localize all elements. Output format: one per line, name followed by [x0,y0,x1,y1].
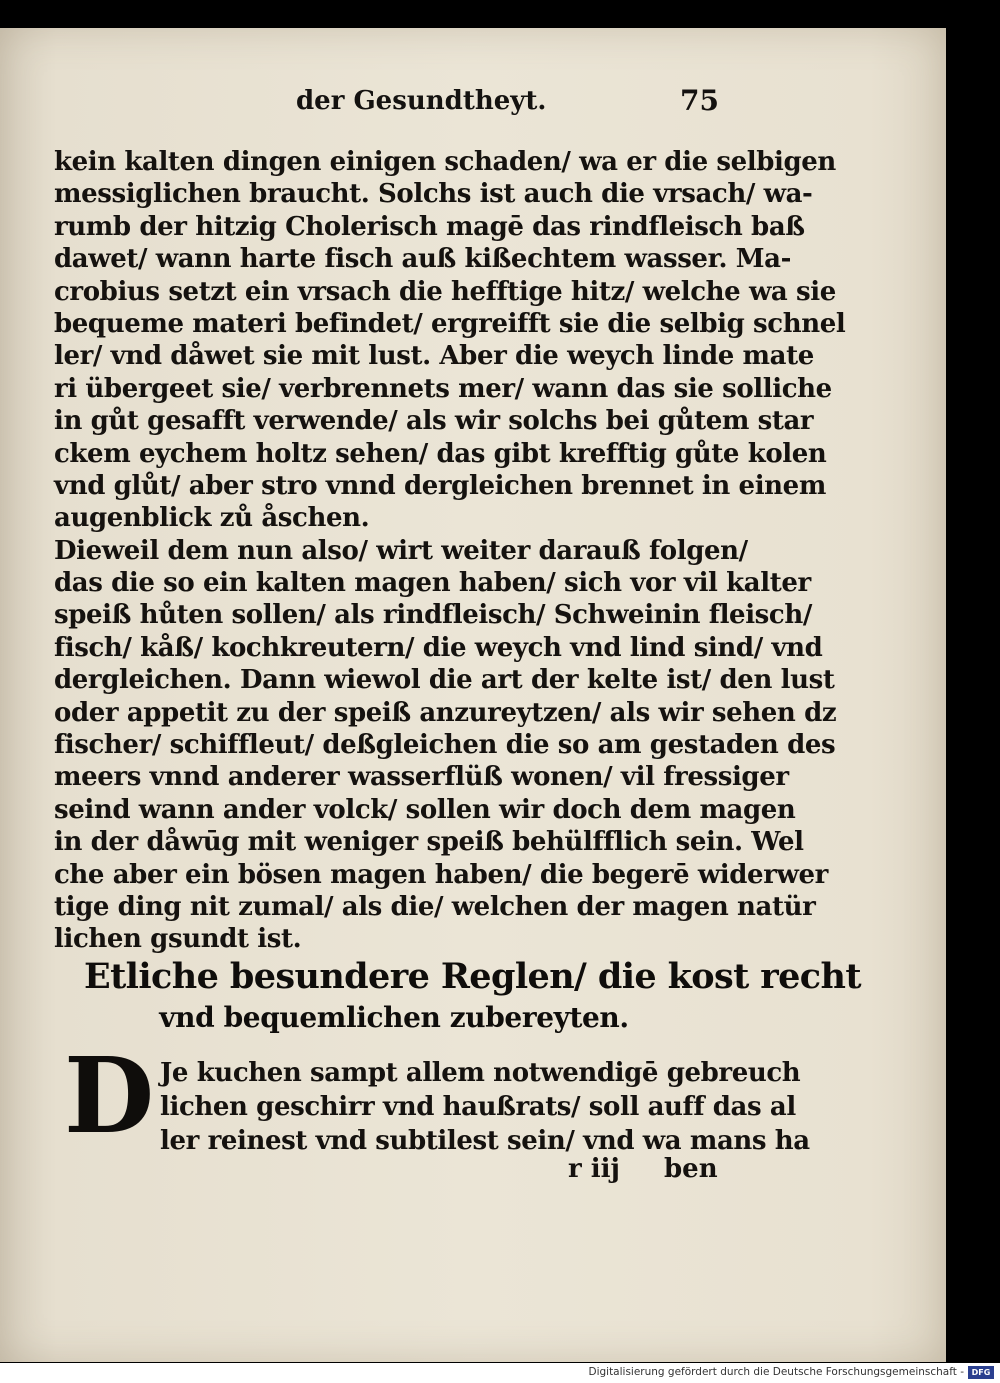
text-line: dergleichen. Dann wiewol die art der kelte ist/ den lust [54,665,835,696]
text-line: oder appetit zu der speiß anzureytzen/ als wir sehen dz [54,697,837,728]
text-line: fischer/ schiffleut/ deßgleichen die so am gestaden des [54,730,836,761]
book-page [0,28,946,1362]
text-line: rumb der hitzig Cholerisch magē das rindfleisch baß [54,211,805,242]
text-line: vnd glůt/ aber stro vnnd dergleichen brennet in einem [54,470,826,501]
text-line: tige ding nit zumal/ als die/ welchen der magen natür [54,891,816,922]
text-line: Je kuchen sampt allem notwendigē gebreuch [160,1058,801,1088]
drop-cap-letter: D [64,1034,155,1157]
text-line: bequeme materi befindet/ ergreifft sie die selbig schnel [54,308,846,339]
text-line: seind wann ander volck/ sollen wir doch dem magen [54,794,796,825]
section-heading-line: Etliche besundere Reglen/ die kost recht [84,956,861,997]
text-line: kein kalten dingen einigen schaden/ wa er die selbigen [54,147,836,177]
text-line: das die so ein kalten magen haben/ sich vor vil kalter [54,568,811,599]
body-text [54,146,846,956]
text-line: Dieweil dem nun also/ wirt weiter darauß folgen/ [54,535,748,566]
text-line: speiß hůten sollen/ als rindfleisch/ Schweinin fleisch/ [54,600,812,631]
drop-cap-initial [62,1034,155,1157]
dfg-logo-icon: DFG [968,1366,994,1379]
text-line: in gůt gesafft verwende/ als wir solchs bei gůtem star [54,406,814,437]
text-line: ler/ vnd dåwet sie mit lust. Aber die weych linde mate [54,341,814,372]
text-line: che aber ein bösen magen haben/ die begerē widerwer [54,859,828,890]
section-body-text [160,1056,810,1158]
text-line: lichen geschirr vnd haußrats/ soll auff das al [160,1092,796,1122]
page-header [0,86,946,126]
page-number: 75 [680,84,719,117]
text-line: augenblick zů åschen. [54,503,370,534]
text-line: ler reinest vnd subtilest sein/ vnd wa mans ha [160,1126,810,1156]
text-line: meers vnnd anderer wasserflüß wonen/ vil fressiger [54,762,789,793]
funding-notice: Digitalisierung gefördert durch die Deutsche Forschungsgemeinschaft - [588,1366,964,1378]
text-line: crobius setzt ein vrsach die hefftige hitz/ welche wa sie [54,276,836,307]
text-line: ri übergeet sie/ verbrennets mer/ wann das sie solliche [54,373,832,404]
footer-bar [0,1363,1000,1383]
section-heading-subline: vnd bequemlichen zubereyten. [159,1001,629,1034]
text-line: dawet/ wann harte fisch auß kißechtem wasser. Ma- [54,244,792,275]
running-title: der Gesundtheyt. [296,86,547,116]
text-line: messiglichen braucht. Solchs ist auch die vrsach/ wa- [54,179,813,210]
signature-mark: r iij [568,1154,620,1184]
text-line: lichen gsundt ist. [54,924,302,955]
text-line: fisch/ kåß/ kochkreutern/ die weych vnd lind sind/ vnd [54,632,823,663]
text-line: in der dåwūg mit weniger speiß behülfflich sein. Wel [54,827,804,858]
catchword: ben [664,1154,718,1184]
section-heading [84,956,861,1034]
text-line: ckem eychem holtz sehen/ das gibt krefftig gůte kolen [54,438,827,469]
